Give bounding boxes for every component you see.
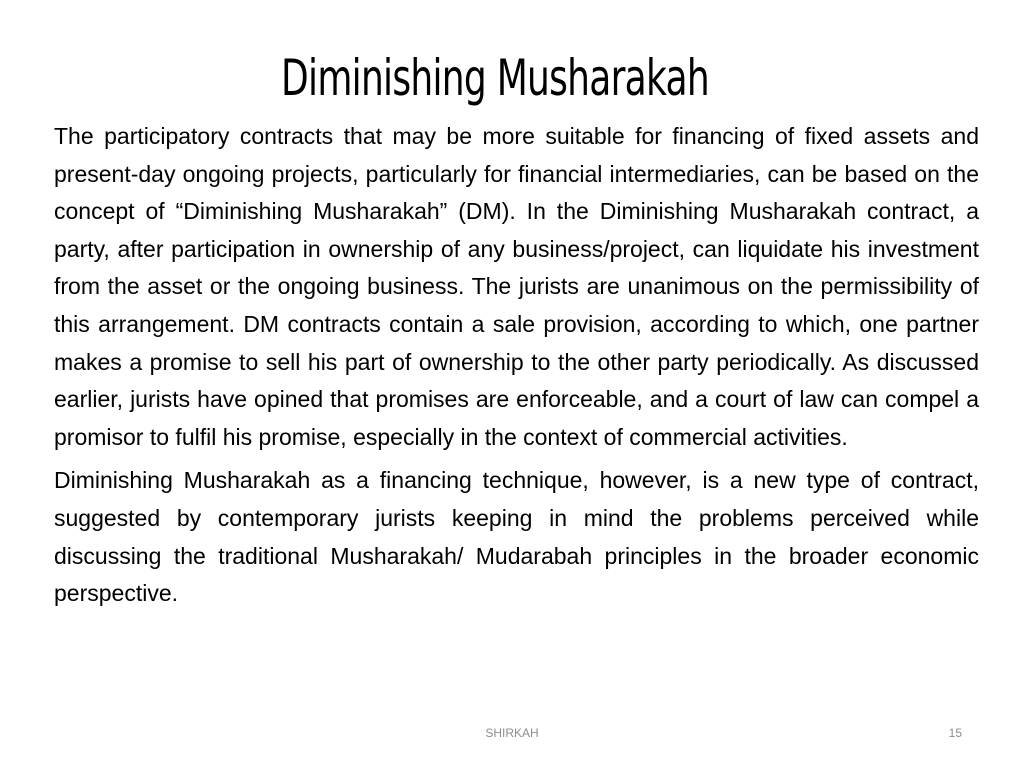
body-paragraph-2: Diminishing Musharakah as a financing technique, however, is a new type of contract, suggested by contemporary jurists keeping in mind the problems perceived while discussing the traditional Musharakah/ Mudarabah principles in the broader economic perspective. [54,467,979,607]
slide-title: Diminishing Musharakah [281,49,709,107]
body-paragraph-1: The participatory contracts that may be more suitable for financing of fixed assets and present-day ongoing projects, particularly for financial intermediaries, can be based on the concept of “Diminishing Musharakah” (DM). In the Diminishing Musharakah contract, a party, after participation in ownership of any business/project, can liquidate his investment from the asset or the ongoing business. The jurists are unanimous on the permissibility of this arrangement. DM contracts contain a sale provision, according to which, one partner makes a promise to sell his part of ownership to the other party periodically. As discussed earlier, jurists have opined that promises are enforceable, and a court of law can compel a promisor to fulfil his promise, especially in the context of commercial activities. [54,123,979,450]
page-number: 15 [948,726,962,740]
footer-label: SHIRKAH [485,726,539,740]
slide-body [54,118,979,619]
